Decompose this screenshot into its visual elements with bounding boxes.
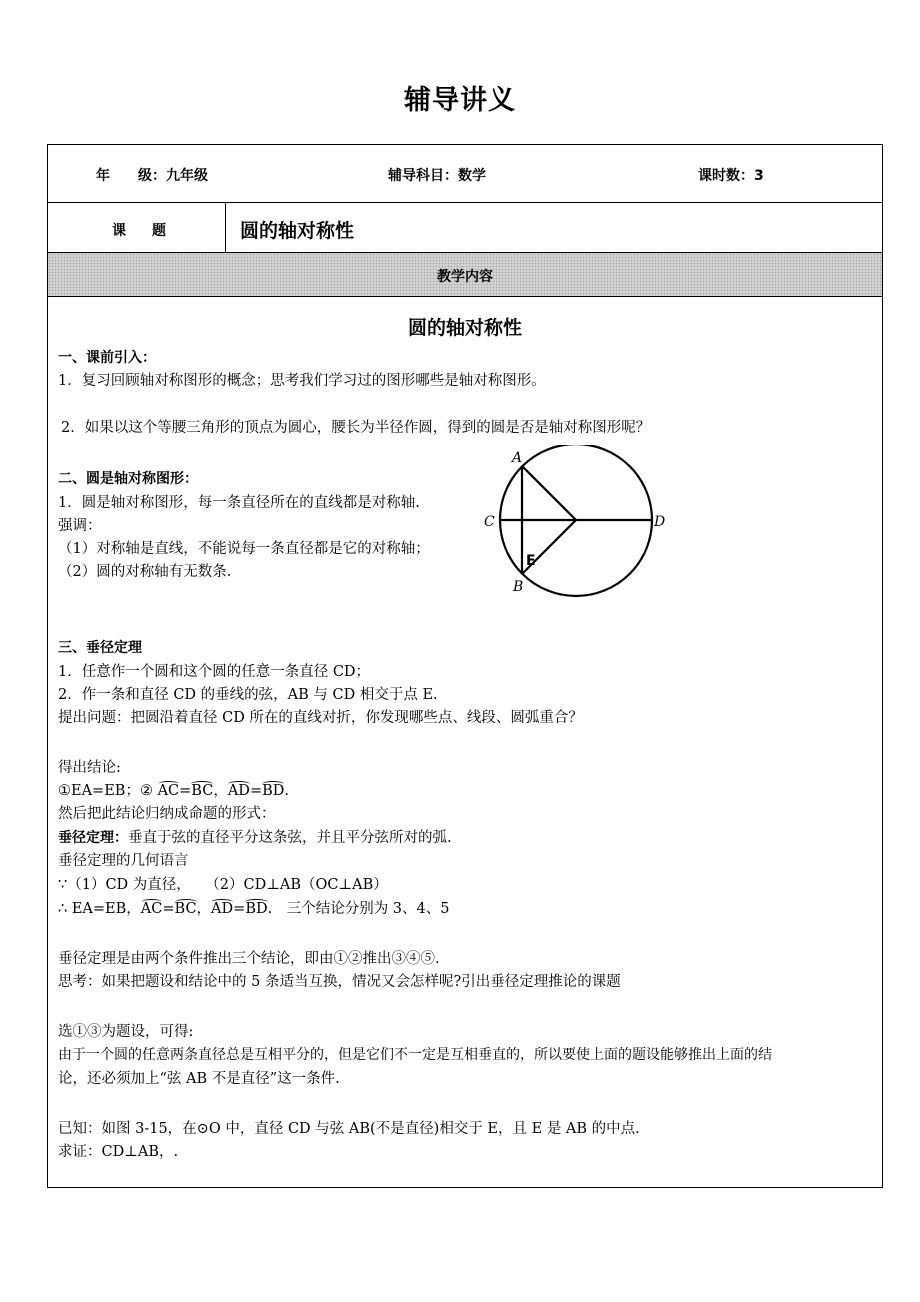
arc-bc: BC (191, 783, 214, 799)
topic-value: 圆的轴对称性 (240, 220, 355, 242)
text-line: （2）圆的对称轴有无数条. (58, 564, 232, 580)
arc-bd: BD (245, 901, 268, 917)
content-title: 圆的轴对称性 (407, 317, 522, 339)
text-line: 由于一个圆的任意两条直径总是互相平分的，但是它们不一定是互相垂直的，所以要使上面的题设能够推出上面的结 (58, 1047, 772, 1063)
grade-value: 九年级 (166, 168, 208, 184)
point-b-label: B (513, 579, 524, 595)
text-line: 提出问题：把圆沿着直径 CD 所在的直线对折，你发现哪些点、线段、圆弧重合？ (58, 710, 583, 726)
hours-label: 课时数： (698, 168, 754, 184)
circle-diagram (474, 445, 694, 605)
hours-field (698, 165, 764, 185)
arc-ac: AC (157, 783, 180, 799)
text-line: 垂径定理的几何语言 (58, 853, 189, 869)
text-line: 思考：如果把题设和结论中的 5 条适当互换，情况又会怎样呢?引出垂径定理推论的课题 (58, 974, 621, 990)
topic-row (48, 203, 882, 253)
section-header-label: 教学内容 (437, 269, 493, 285)
radius-oa (522, 466, 576, 520)
grade-field (96, 165, 208, 185)
theorem-text: 垂直于弦的直径平分这条弦，并且平分弦所对的弧. (128, 830, 452, 846)
lecture-table (47, 144, 883, 1188)
text-line: 1．圆是轴对称图形，每一条直径所在的直线都是对称轴. (58, 495, 420, 511)
arc-ad: AD (211, 901, 234, 917)
arc-ad: AD (227, 783, 250, 799)
text-line: 1．任意作一个圆和这个圆的任意一条直径 CD； (58, 664, 371, 680)
text-line: 垂径定理是由两个条件推出三个结论，即由①②推出③④⑤. (58, 951, 440, 967)
subject-label: 辅导科目： (388, 168, 458, 184)
point-e-label: E (526, 553, 536, 569)
text-line: 1．复习回顾轴对称图形的概念；思考我们学习过的图形哪些是轴对称图形。 (58, 373, 546, 389)
theorem-label: 垂径定理： (58, 830, 128, 846)
point-a-label: A (512, 450, 523, 466)
equals-sign: = (179, 783, 192, 799)
text-line: 强调： (58, 518, 102, 534)
section-2-heading: 二、圆是轴对称图形： (58, 471, 198, 487)
equals-sign: = (233, 901, 246, 917)
hours-value: 3 (754, 168, 764, 184)
comma: ， (213, 783, 228, 799)
comma: ， (196, 901, 212, 917)
arc-ac: AC (140, 901, 163, 917)
document-title: 辅导讲义 (404, 85, 516, 116)
point-d-label: D (654, 514, 666, 530)
arc-bd: BD (262, 783, 285, 799)
therefore-tail: . 三个结论分别为 3、4、5 (267, 901, 450, 917)
arc-bc: BC (174, 901, 197, 917)
grade-label: 年 级： (96, 168, 166, 184)
section-3-heading: 三、垂径定理 (58, 640, 142, 656)
subject-value: 数学 (458, 168, 486, 184)
subject-field (388, 165, 486, 185)
text-line: 2．作一条和直径 CD 的垂线的弦，AB 与 CD 相交于点 E. (58, 687, 438, 703)
conclusion-text: ①EA=EB；② (58, 783, 158, 799)
topic-divider (225, 203, 226, 253)
therefore-line (58, 900, 450, 918)
text-line: 得出结论: (58, 760, 121, 776)
text-line: 选①③为题设，可得: (58, 1024, 194, 1040)
text-line: （1）对称轴是直线，不能说每一条直径都是它的对称轴； (58, 541, 430, 557)
section-header-row (48, 253, 882, 297)
period: . (284, 783, 289, 799)
info-row (48, 145, 882, 203)
text-line: 2．如果以这个等腰三角形的顶点为圆心，腰长为半径作圆，得到的圆是否是轴对称图形呢？ (61, 420, 651, 436)
text-line: 然后把此结论归纳成命题的形式： (58, 806, 276, 822)
therefore-text: ∴ EA=EB， (58, 901, 141, 917)
text-line: 求证：CD⊥AB，. (58, 1144, 179, 1160)
section-1-heading: 一、课前引入： (58, 350, 156, 366)
topic-label: 课题 (112, 223, 192, 239)
text-line: 已知：如图 3-15，在⊙O 中，直径 CD 与弦 AB(不是直径)相交于 E，且 E 是 AB 的中点. (58, 1121, 640, 1137)
equals-sign: = (162, 901, 175, 917)
equals-sign: = (249, 783, 263, 799)
conclusion-line (58, 782, 289, 800)
text-line: 论，还必须加上“弦 AB 不是直径”这一条件. (58, 1071, 340, 1087)
theorem-line (58, 829, 452, 847)
text-line: ∵（1）CD 为直径， （2）CD⊥AB（OC⊥AB） (58, 877, 388, 893)
point-c-label: C (484, 514, 495, 530)
